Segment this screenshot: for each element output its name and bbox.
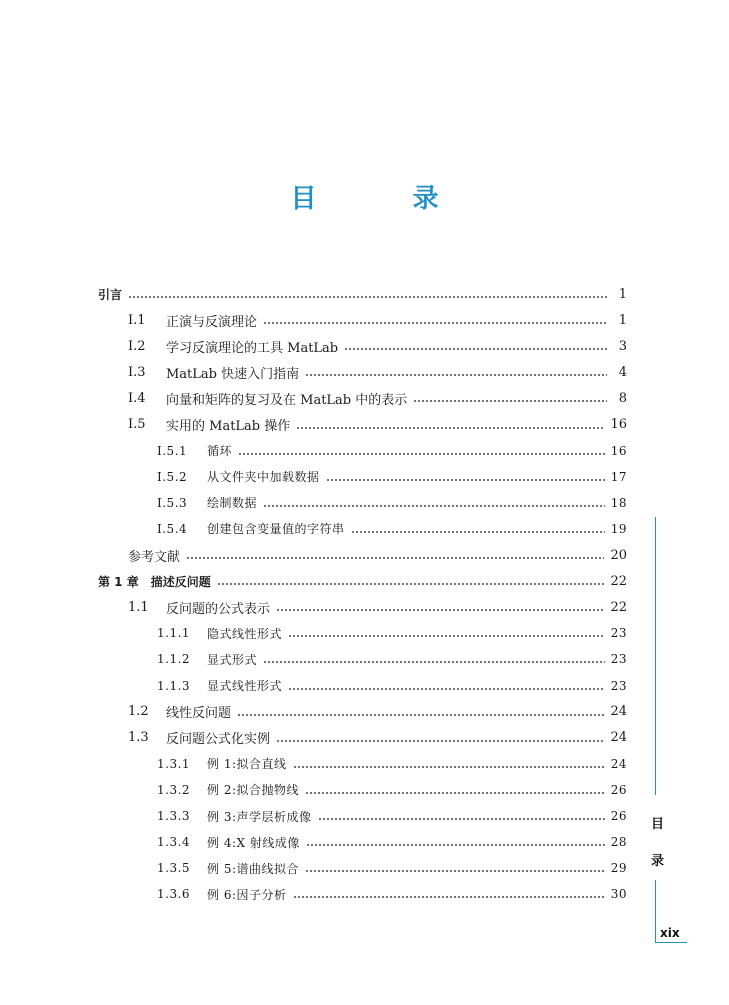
toc-entry-title: 绘制数据 [207,496,258,511]
toc-entry-number: 1.3.3 [157,809,191,823]
toc-entry-page: 30 [610,887,627,902]
page-number: xix [660,926,680,940]
toc-entry-number: 1.3.4 [157,835,191,850]
toc-entry[interactable] [128,412,627,438]
toc-entry-title: 引言 [98,287,123,302]
toc-entry-number: 1.3.2 [157,782,191,797]
toc-entry[interactable] [157,620,627,646]
toc-entry-title: 反问题公式化实例 [166,732,271,748]
toc-entry-page: 23 [610,652,627,667]
toc-entry[interactable] [157,516,627,542]
page-title [0,178,729,215]
toc-entry-number: Ⅰ.1 [128,312,146,328]
toc-entry-title: 创建包含变量值的字符串 [207,522,345,537]
toc-entry[interactable] [157,646,627,672]
dot-leader [351,530,605,533]
toc-entry-number: Ⅰ.4 [128,390,146,406]
title-char-2: 录 [412,184,487,214]
toc-entry-number: Ⅰ.2 [128,338,146,354]
title-char-1: 目 [290,184,365,214]
dot-leader [238,452,605,455]
toc-entry-number: 1.1.2 [157,652,191,667]
toc-entry[interactable] [157,829,627,855]
toc-entry[interactable] [128,542,627,568]
toc-entry-page: 4 [618,364,627,380]
toc-entry-number: Ⅰ.5.1 [157,443,188,458]
dot-leader [263,661,605,664]
toc-entry-page: 1 [618,312,627,328]
toc-entry[interactable] [157,881,627,907]
toc-entry-page: 17 [610,469,627,484]
toc-entry[interactable] [157,855,627,881]
toc-entry[interactable] [128,307,627,333]
dot-leader [305,374,607,377]
toc-entry-page: 22 [610,599,627,615]
side-tab-char-1: 目 [651,817,665,832]
toc-entry-page: 28 [610,835,627,850]
dot-leader [413,400,607,403]
toc-entry[interactable] [128,359,627,385]
toc-entry-title: 反问题的公式表示 [166,601,271,617]
dot-leader [237,713,604,716]
toc-entry-title: 循环 [207,444,233,459]
toc-entry-number: 1.3.1 [157,756,191,771]
toc-entry-title: 显式形式 [207,652,258,667]
dot-leader [293,765,605,768]
toc-entry-title: 正演与反演理论 [166,314,258,330]
dot-leader [263,504,605,507]
toc-entry-page: 26 [610,782,627,797]
toc-entry-title: 例 5:谱曲线拟合 [207,861,299,876]
dot-leader [318,818,605,821]
toc-entry-page: 26 [610,809,627,823]
toc-entry-number: 1.1.3 [157,678,191,693]
toc-entry-page: 20 [610,547,627,563]
dot-leader [288,687,605,690]
toc-entry-number: 1.1 [128,599,149,615]
toc-entry-number: 1.3 [128,730,149,746]
toc-entry[interactable] [128,725,627,751]
toc-entry[interactable] [98,568,627,594]
toc-entry-page: 16 [610,443,627,458]
toc-entry[interactable] [128,594,627,620]
side-tab-char-2: 录 [651,854,665,869]
toc-entry-number: 1.3.5 [157,861,191,876]
toc-entry[interactable] [128,385,627,411]
dot-leader [128,296,607,299]
toc-entry-title: 显式线性形式 [207,679,283,693]
toc-entry-page: 1 [618,286,627,302]
toc-entry[interactable] [157,673,627,699]
dot-leader [344,348,607,351]
toc-entry-title: 隐式线性形式 [207,626,283,641]
toc-entry-number: Ⅰ.3 [128,364,146,380]
side-rule [655,517,656,795]
toc-entry-title: 描述反问题 [150,574,211,589]
toc-entry-title: 实用的 MatLab 操作 [166,419,291,434]
toc-entry-page: 23 [610,678,627,693]
toc-entry-title: 例 2:拟合抛物线 [207,783,299,798]
toc-entry-title: 学习反演理论的工具 MatLab [166,340,339,356]
toc-entry-page: 8 [618,390,627,406]
toc-entry-page: 19 [610,521,627,536]
toc-entry[interactable] [157,490,627,516]
toc-entry-number: 1.3.6 [157,887,191,902]
toc-entry-number: 1.2 [128,704,149,720]
dot-leader [306,844,605,847]
toc-entry-title: 参考文献 [128,549,181,565]
folio-rule [655,942,687,943]
toc-entry-page: 18 [610,495,627,510]
toc-entry[interactable] [157,464,627,490]
toc-entry-title: 例 4:X 射线成像 [207,835,300,850]
dot-leader [326,478,605,481]
dot-leader [305,791,605,794]
toc-entry-page: 24 [610,756,627,771]
dot-leader [288,635,605,638]
toc-entry-number: Ⅰ.5.2 [157,469,188,484]
toc-entry-number: Ⅰ.5.4 [157,521,188,536]
toc-entry[interactable] [98,281,627,307]
toc-entry[interactable] [128,333,627,359]
toc-entry-page: 22 [610,573,627,589]
toc-entry-number: Ⅰ.5.3 [157,495,188,510]
toc-entry-title: 从文件夹中加载数据 [207,470,320,485]
toc-entry-page: 24 [610,730,627,746]
dot-leader [305,870,605,873]
toc-entry-number: 第 1 章 [98,574,139,589]
toc-entry[interactable] [157,751,627,777]
dot-leader [217,583,605,586]
toc-entry[interactable] [157,438,627,464]
dot-leader [276,739,604,742]
toc-entry-title: 例 1:拟合直线 [207,757,287,772]
toc-entry-title: 例 6:因子分析 [207,887,287,902]
dot-leader [276,609,604,612]
toc-entry-page: 16 [610,417,627,432]
toc-entry[interactable] [157,803,627,829]
dot-leader [296,426,604,429]
toc-entry-page: 24 [610,704,627,720]
toc-entry-title: 向量和矩阵的复习及在 MatLab 中的表示 [166,392,408,408]
dot-leader [263,322,607,325]
toc-entry-page: 23 [610,626,627,641]
dot-leader [293,896,605,899]
toc-entry-title: MatLab 快速入门指南 [166,366,300,382]
toc-entry-page: 29 [610,861,627,876]
toc-entry[interactable] [128,699,627,725]
toc-entry-page: 3 [618,338,627,354]
toc-entry-title: 例 3:声学层析成像 [207,809,312,824]
toc-entry-number: 1.1.1 [157,626,191,641]
dot-leader [186,557,604,560]
toc-entry-title: 线性反问题 [166,706,232,722]
side-rule-lower [655,880,656,942]
toc-entry-number: Ⅰ.5 [128,417,146,432]
toc-entry[interactable] [157,777,627,803]
